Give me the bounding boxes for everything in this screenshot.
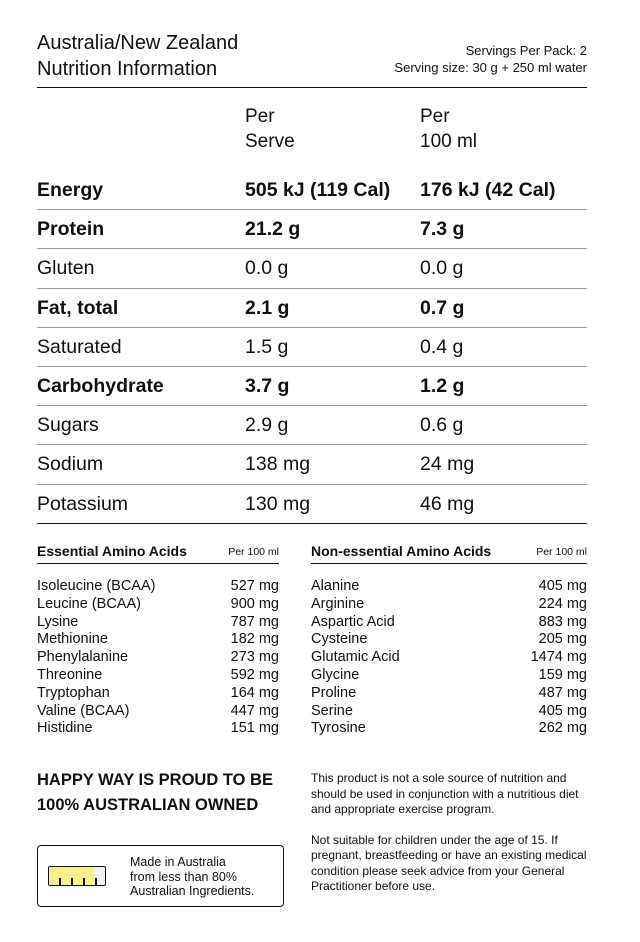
- per-serve-value: 505 kJ (119 Cal): [245, 179, 391, 201]
- per-100ml-value: 1.2 g: [420, 374, 465, 397]
- amino-acid-value: 182 mg: [230, 631, 279, 648]
- proud-line-1: HAPPY WAY IS PROUD TO BE: [37, 771, 273, 789]
- amino-acid-value: 487 mg: [538, 684, 587, 701]
- amino-acid-value: 1474 mg: [530, 649, 587, 666]
- title-line-2: Nutrition Information: [37, 58, 218, 80]
- per-serve-value: 3.7 g: [245, 374, 290, 397]
- per-100ml-value: 7.3 g: [420, 218, 465, 241]
- panel-header: [37, 30, 587, 88]
- nonessential-amino-heading: Non-essential Amino Acids: [311, 543, 492, 559]
- amino-acid-name: Alanine: [311, 578, 360, 594]
- nutrient-label: Sodium: [37, 453, 104, 476]
- australian-made-text: [130, 855, 280, 899]
- serving-size: Serving size: 30 g + 250 ml water: [394, 60, 587, 75]
- amino-acid-name: Valine (BCAA): [37, 702, 130, 719]
- per-100ml-header-line-2: 100 ml: [420, 131, 478, 152]
- amino-acid-value: 151 mg: [230, 720, 279, 737]
- amino-acid-row: [311, 667, 587, 685]
- amino-acid-row: [37, 685, 279, 703]
- bar-tick: [71, 878, 73, 885]
- proud-line-2: 100% AUSTRALIAN OWNED: [37, 796, 259, 814]
- nutrient-label: Gluten: [37, 257, 95, 280]
- per-100ml-value: 0.7 g: [420, 296, 465, 319]
- amino-acid-value: 224 mg: [538, 595, 587, 612]
- nonessential-amino-header: [311, 542, 587, 564]
- per-serve-value: 2.9 g: [245, 414, 289, 437]
- amino-acid-row: [37, 703, 279, 721]
- amino-acid-row: [311, 631, 587, 649]
- australian-made-badge: [37, 845, 284, 907]
- nutrient-label: Saturated: [37, 335, 122, 358]
- amino-acid-row: [311, 703, 587, 721]
- disclaimer: [311, 771, 587, 895]
- amino-acid-row: [37, 614, 279, 632]
- essential-amino-list: [37, 578, 279, 738]
- amino-acid-value: 405 mg: [538, 702, 587, 719]
- aus-made-line-3: Australian Ingredients.: [130, 884, 255, 898]
- amino-acid-name: Leucine (BCAA): [37, 595, 141, 612]
- per-100ml-value: 176 kJ (42 Cal): [420, 179, 556, 201]
- nutrient-row: [37, 367, 587, 406]
- nutrient-label: Protein: [37, 218, 105, 241]
- amino-acid-name: Lysine: [37, 613, 79, 630]
- per-serve-value: 130 mg: [245, 492, 311, 515]
- amino-acid-value: 527 mg: [230, 578, 279, 594]
- per-serve-value: 138 mg: [245, 453, 311, 476]
- amino-acid-name: Aspartic Acid: [311, 613, 395, 630]
- amino-acid-row: [311, 596, 587, 614]
- amino-acid-row: [37, 667, 279, 685]
- essential-amino-heading: Essential Amino Acids: [37, 543, 187, 559]
- amino-acid-value: 447 mg: [230, 702, 279, 719]
- per-100ml-value: 46 mg: [420, 492, 475, 515]
- nonessential-amino-section: [311, 542, 587, 738]
- nutrient-label: Carbohydrate: [37, 374, 164, 397]
- serving-info: [394, 42, 587, 76]
- amino-acid-value: 592 mg: [230, 666, 279, 683]
- amino-acid-row: [37, 649, 279, 667]
- nutrient-label: Energy: [37, 179, 104, 201]
- amino-acid-name: Arginine: [311, 595, 365, 612]
- amino-acid-name: Proline: [311, 684, 357, 701]
- amino-acid-value: 405 mg: [538, 578, 587, 594]
- column-headers: [37, 104, 587, 156]
- bar-tick: [83, 878, 85, 885]
- nutrient-row: [37, 171, 587, 210]
- amino-acid-name: Threonine: [37, 666, 103, 683]
- per-100ml-header: [420, 104, 570, 154]
- nutrient-row: [37, 249, 587, 288]
- amino-acid-row: [311, 578, 587, 596]
- per-serve-value: 2.1 g: [245, 296, 290, 319]
- amino-acid-value: 159 mg: [538, 666, 587, 683]
- nutrient-label: Fat, total: [37, 296, 119, 319]
- amino-acid-value: 273 mg: [230, 649, 279, 666]
- disclaimer-paragraph-2: Not suitable for children under the age of 15. If pregnant, breastfeeding or have an existing medical condition please seek advice from your General Practitioner before use.: [311, 832, 587, 893]
- amino-acid-row: [311, 720, 587, 738]
- nutrient-row: [37, 406, 587, 445]
- aus-made-line-2: from less than 80%: [130, 869, 237, 884]
- per-100ml-value: 0.4 g: [420, 335, 464, 358]
- title-line-1: Australia/New Zealand: [37, 32, 239, 54]
- per-serve-value: 21.2 g: [245, 218, 301, 241]
- amino-acid-row: [37, 720, 279, 738]
- per-serve-header-line-1: Per: [245, 106, 275, 127]
- nutrient-label: Potassium: [37, 492, 129, 515]
- amino-acid-row: [311, 685, 587, 703]
- disclaimer-paragraph-1: This product is not a sole source of nutrition and should be used in conjunction with a nutritious diet and appropriate exercise program.: [311, 771, 579, 816]
- amino-acid-value: 205 mg: [538, 631, 587, 648]
- amino-acid-name: Cysteine: [311, 631, 368, 648]
- amino-acid-name: Glutamic Acid: [311, 649, 400, 666]
- bar-tick: [59, 878, 61, 885]
- per-serve-value: 1.5 g: [245, 335, 289, 358]
- nutrient-row: [37, 289, 587, 328]
- nonessential-amino-per-label: Per 100 ml: [536, 546, 587, 558]
- per-serve-header-line-2: Serve: [245, 131, 295, 152]
- bar-tick: [95, 878, 97, 885]
- australian-owned-statement: [37, 768, 297, 818]
- nonessential-amino-list: [311, 578, 587, 738]
- amino-acid-name: Isoleucine (BCAA): [37, 578, 156, 594]
- amino-acid-name: Phenylalanine: [37, 649, 129, 666]
- amino-acid-name: Methionine: [37, 631, 108, 648]
- amino-acid-name: Tyrosine: [311, 720, 366, 737]
- amino-acid-row: [37, 631, 279, 649]
- nutrition-table: [37, 171, 587, 524]
- per-serve-header: [245, 104, 395, 154]
- per-100ml-value: 24 mg: [420, 453, 475, 476]
- amino-acid-row: [37, 578, 279, 596]
- amino-acid-name: Glycine: [311, 666, 360, 683]
- nutrient-row: [37, 485, 587, 524]
- amino-acid-value: 164 mg: [230, 684, 279, 701]
- australian-ingredients-bar: [48, 866, 106, 886]
- nutrient-row: [37, 328, 587, 367]
- amino-acid-row: [311, 649, 587, 667]
- nutrient-row: [37, 445, 587, 484]
- aus-made-line-1: Made in Australia: [130, 855, 226, 869]
- per-100ml-header-line-1: Per: [420, 106, 450, 127]
- essential-amino-per-label: Per 100 ml: [228, 546, 279, 558]
- amino-acid-name: Tryptophan: [37, 684, 110, 701]
- nutrient-row: [37, 210, 587, 249]
- amino-acid-value: 883 mg: [538, 613, 587, 630]
- amino-acid-value: 262 mg: [538, 720, 587, 737]
- amino-acid-value: 787 mg: [230, 613, 279, 630]
- amino-acid-row: [311, 614, 587, 632]
- essential-amino-header: [37, 542, 279, 564]
- per-serve-value: 0.0 g: [245, 257, 289, 280]
- amino-acid-name: Serine: [311, 702, 353, 719]
- per-100ml-value: 0.6 g: [420, 414, 464, 437]
- per-100ml-value: 0.0 g: [420, 257, 464, 280]
- amino-acid-value: 900 mg: [230, 595, 279, 612]
- essential-amino-section: [37, 542, 279, 738]
- nutrient-label: Sugars: [37, 414, 99, 437]
- amino-acid-row: [37, 596, 279, 614]
- servings-per-pack: Servings Per Pack: 2: [465, 43, 587, 58]
- amino-acid-name: Histidine: [37, 720, 93, 737]
